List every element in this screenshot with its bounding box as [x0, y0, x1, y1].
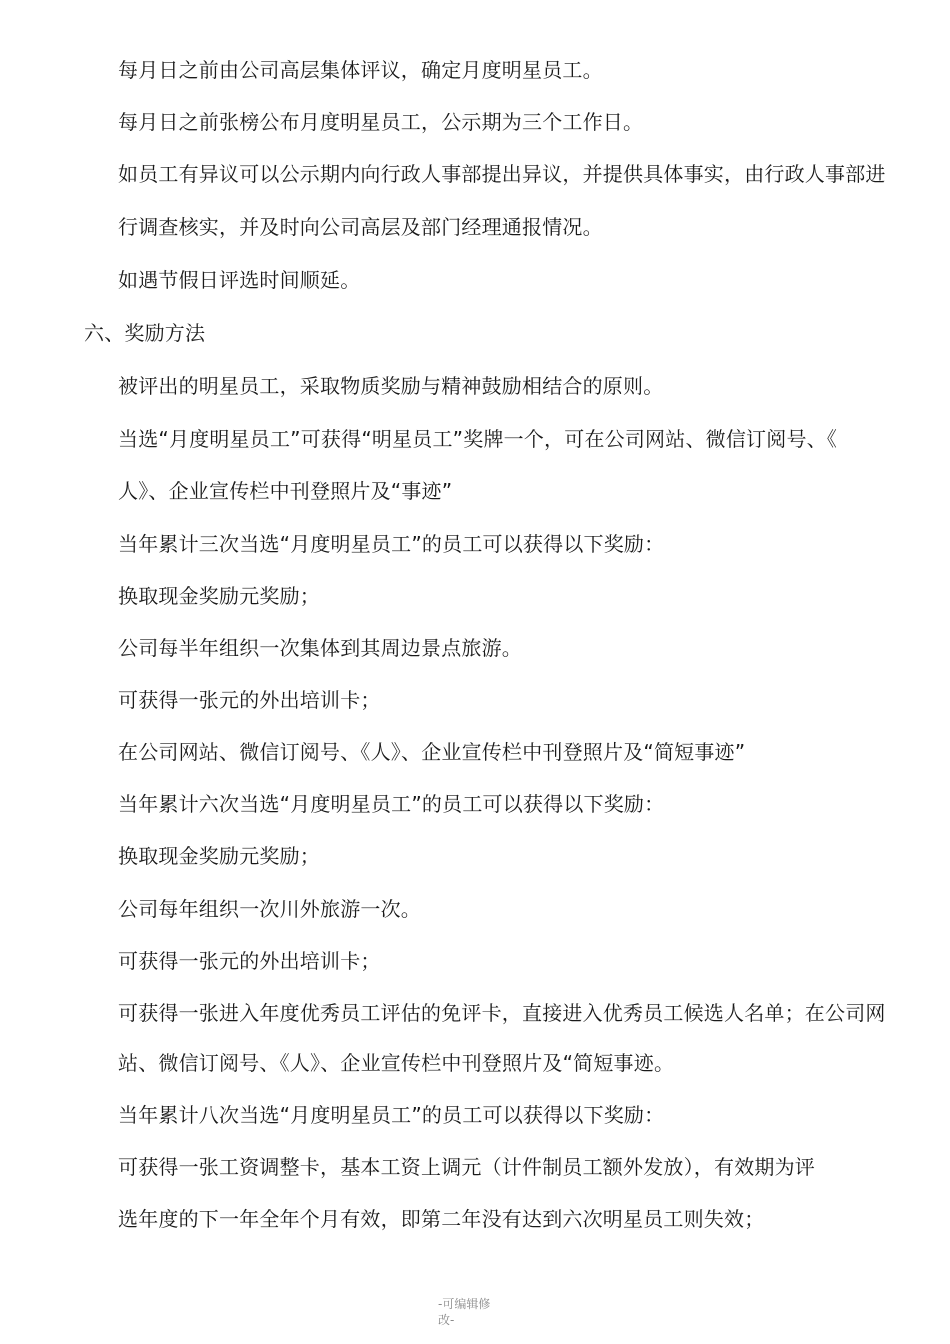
paragraph-line: 当年累计三次当选“月度明星员工”的员工可以获得以下奖励：: [118, 532, 665, 556]
paragraph-line: 换取现金奖励元奖励；: [118, 584, 320, 608]
page-footer: -可编辑修改-: [438, 1297, 491, 1327]
paragraph-line: 可获得一张元的外出培训卡；: [118, 949, 381, 973]
paragraph-line: 可获得一张元的外出培训卡；: [118, 688, 381, 712]
paragraph-line: 当年累计六次当选“月度明星员工”的员工可以获得以下奖励：: [118, 792, 665, 816]
paragraph-line: 换取现金奖励元奖励；: [118, 844, 320, 868]
paragraph-line: 人》、企业宣传栏中刊登照片及“事迹”: [118, 479, 453, 503]
paragraph-line: 选年度的下一年全年个月有效，即第二年没有达到六次明星员工则失效；: [118, 1207, 765, 1231]
paragraph-line: 公司每半年组织一次集体到其周边景点旅游。: [118, 636, 522, 660]
paragraph-line: 在公司网站、微信订阅号、《人》、企业宣传栏中刊登照片及“简短事迹”: [118, 740, 746, 764]
paragraph-line: 行调查核实，并及时向公司高层及部门经理通报情况。: [118, 215, 603, 239]
paragraph-line: 当选“月度明星员工”可获得“明星员工”奖牌一个，可在公司网站、微信订阅号、《: [118, 427, 838, 451]
paragraph-line: 每月日之前由公司高层集体评议，确定月度明星员工。: [118, 58, 603, 82]
paragraph-line: 可获得一张进入年度优秀员工评估的免评卡，直接进入优秀员工候选人名单；在公司网: [118, 1001, 886, 1025]
paragraph-line: 每月日之前张榜公布月度明星员工，公示期为三个工作日。: [118, 110, 644, 134]
paragraph-line: 可获得一张工资调整卡，基本工资上调元（计件制员工额外发放），有效期为评: [118, 1155, 815, 1179]
paragraph-line: 被评出的明星员工，采取物质奖励与精神鼓励相结合的原则。: [118, 374, 664, 398]
paragraph-line: 如遇节假日评选时间顺延。: [118, 268, 361, 292]
paragraph-line: 如员工有异议可以公示期内向行政人事部提出异议，并提供具体事实，由行政人事部进: [118, 162, 886, 186]
paragraph-line: 站、微信订阅号、《人》、企业宣传栏中刊登照片及“简短事迹。: [118, 1051, 675, 1075]
paragraph-line: 当年累计八次当选“月度明星员工”的员工可以获得以下奖励：: [118, 1103, 665, 1127]
section-heading: 六、奖励方法: [84, 321, 206, 345]
paragraph-line: 公司每年组织一次川外旅游一次。: [118, 897, 421, 921]
